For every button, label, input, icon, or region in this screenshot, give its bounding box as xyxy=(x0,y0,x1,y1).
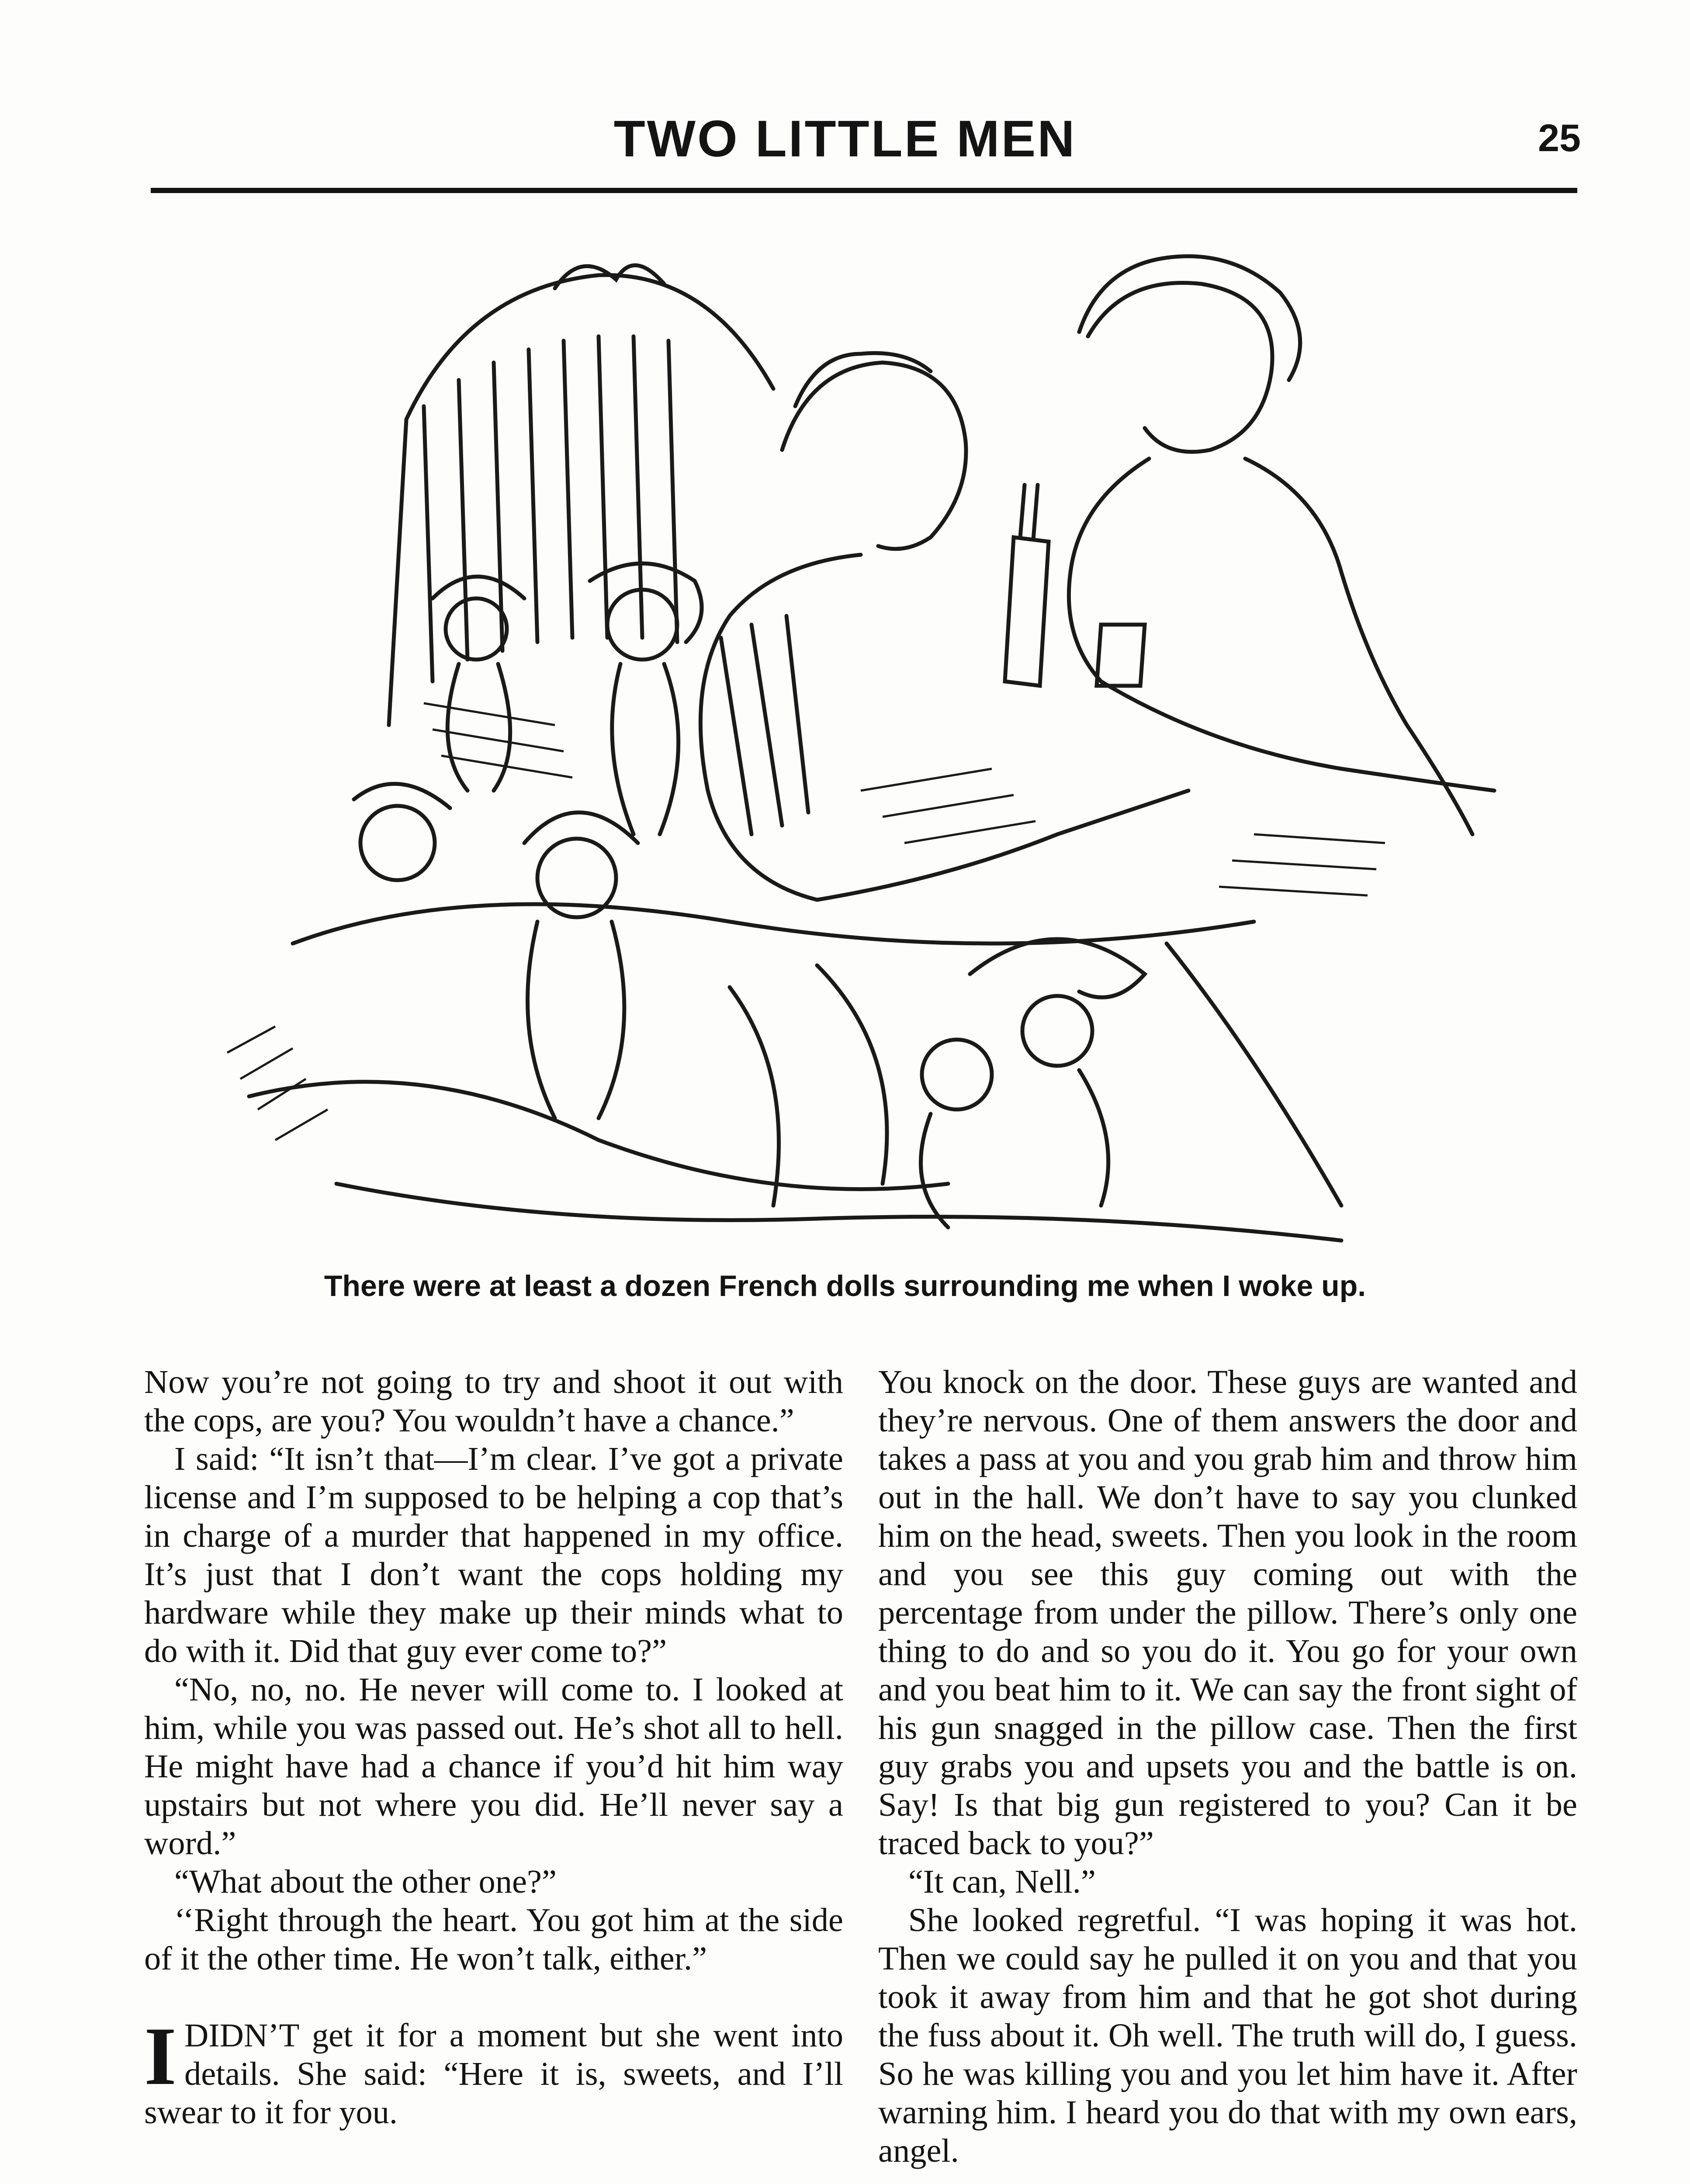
paragraph: I said: “It isn’t that—I’m clear. I’ve got a private license and I’m supposed to be helping a cop that’s in charge of a murder that happened in my office. It’s just that I don’t want the cops holding my hardware while they make up their minds what to do with it. Did that guy ever come to?” xyxy=(144,1440,843,1669)
paragraph: Now you’re not going to try and shoot it out with the cops, are you? You wouldn’t have a chance.” xyxy=(144,1363,843,1439)
page-title: TWO LITTLE MEN xyxy=(613,110,1077,168)
header-rule xyxy=(151,188,1577,193)
right-column xyxy=(878,1363,1577,2170)
dropcap-paragraph xyxy=(144,2011,843,2132)
paragraph: “What about the other one?” xyxy=(174,1863,557,1900)
illustration-caption: There were at least a dozen French dolls surrounding me when I woke up. xyxy=(324,1269,1366,1303)
left-column xyxy=(144,1363,843,2132)
paragraph: “It can, Nell.” xyxy=(908,1863,1096,1900)
illustration-bed-scene xyxy=(162,223,1525,1258)
paragraph: ‘‘Right through the heart. You got him at the side of it the other time. He won’t talk, either.” xyxy=(144,1901,843,1977)
paragraph: “No, no, no. He never will come to. I looked at him, while you was passed out. He’s shot all to hell. He might have had a chance if you’d hit him way upstairs but not where you did. He’ll never say a word.” xyxy=(144,1671,843,1862)
paragraph: You knock on the door. These guys are wanted and they’re nervous. One of them answers the door and takes a pass at you and you grab him and throw him out in the hall. We don’t have to say you clunked him on the head, sweets. Then you look in the room and you see this guy coming out with the percentage from under the pillow. There’s only one thing to do and so you do it. You go for your own and you beat him to it. We can say the front sight of his gun snagged in the pillow case. Then the first guy grabs you and upsets you and the battle is on. Say! Is that big gun registered to you? Can it be traced back to you?” xyxy=(878,1363,1577,1862)
page-number: 25 xyxy=(1538,116,1581,159)
paragraph: She looked regretful. “I was hoping it was hot. Then we could say he pulled it on you and that you took it away from him and that he got shot during the fuss about it. Oh well. The truth will do, I guess. So he was killing you and you let him have it. After warning him. I heard you do that with my own ears, angel. xyxy=(878,1901,1577,2169)
dropcap-letter: I xyxy=(144,2011,177,2102)
dropcap-paragraph-text: DIDN’T get it for a moment but she went into details. She said: “Here it is, sweets, and I’ll swear to it for you. xyxy=(144,2017,843,2131)
